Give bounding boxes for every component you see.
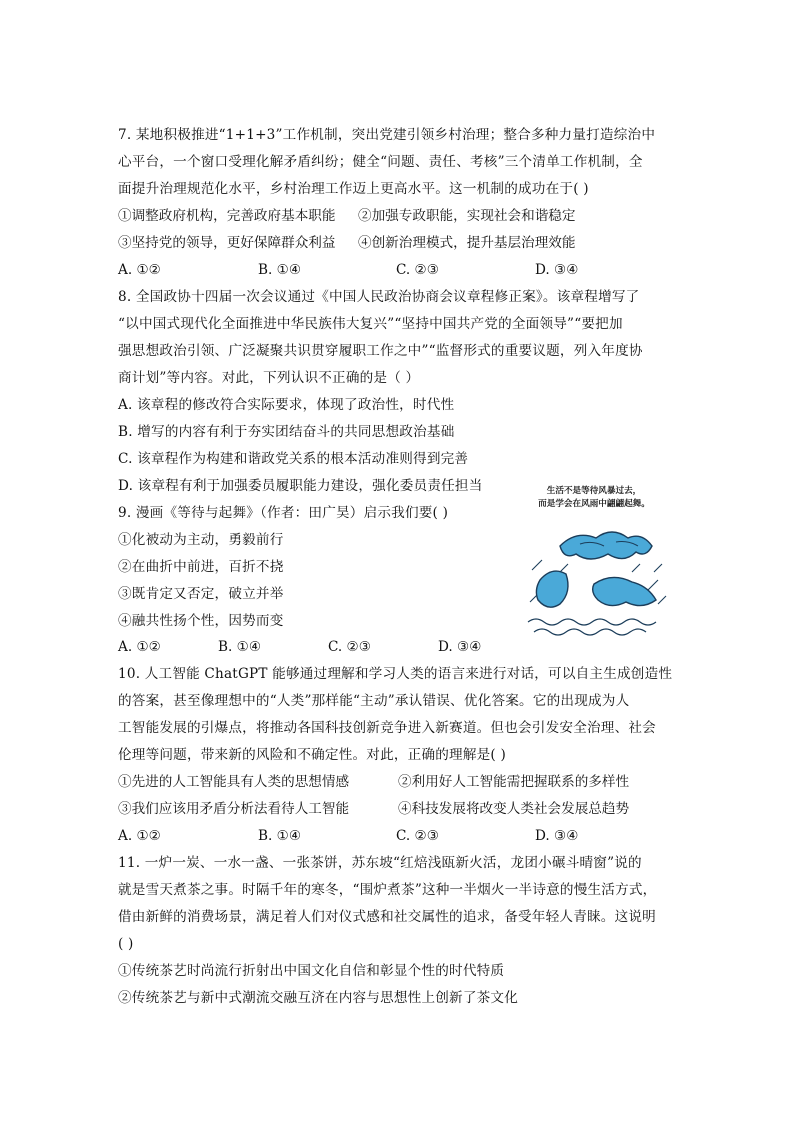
- q10-choice-d: D. ③④: [535, 828, 579, 844]
- q7-choice-c: C. ②③: [396, 262, 439, 278]
- q9-choice-a: A. ①②: [118, 639, 161, 655]
- q7-item: ①调整政府机构，完善政府基本职能: [118, 208, 336, 224]
- q9-item: ③既肯定又否定，破立并举: [118, 586, 284, 602]
- q9-stem: 9. 漫画《等待与起舞》（作者：田广昊）启示我们要( ): [118, 505, 449, 521]
- q8-choice-c: C. 该章程作为构建和谐政党关系的根本活动准则得到完善: [118, 451, 469, 467]
- q9-choice-d: D. ③④: [438, 639, 482, 655]
- q8-stem-line: 8. 全国政协十四届一次会议通过《中国人民政治协商会议章程修正案》。该章程增写了: [118, 289, 640, 305]
- cartoon-caption-line: 而是学会在风雨中翩翩起舞。: [538, 499, 650, 509]
- q10-choice-b: B. ①④: [258, 828, 302, 844]
- q7-stem-line: 7. 某地积极推进“1+1+3”工作机制，突出党建引领乡村治理；整合多种力量打造综治中: [118, 127, 656, 143]
- cartoon-image: [520, 480, 668, 640]
- cloud-shape: [560, 532, 652, 559]
- q8-choice-d: D. 该章程有利于加强委员履职能力建设，强化委员责任担当: [118, 478, 483, 494]
- cartoon-caption-line: 生活不是等待风暴过去，: [546, 486, 642, 496]
- q10-item: ④科技发展将改变人类社会发展总趋势: [398, 801, 630, 817]
- q7-item: ③坚持党的领导，更好保障群众利益: [118, 235, 336, 251]
- q10-item: ①先进的人工智能具有人类的思想情感: [118, 774, 350, 790]
- q10-stem-line: 工智能发展的引爆点，将推动各国科技创新竞争进入新赛道。但也会引发安全治理、社会: [118, 720, 656, 736]
- q10-stem-line: 伦理等问题，带来新的风险和不确定性。对此，正确的理解是( ): [118, 747, 506, 763]
- q7-item: ②加强专政职能，实现社会和谐稳定: [358, 208, 576, 224]
- q10-choice-a: A. ①②: [118, 828, 161, 844]
- q9-choice-b: B. ①④: [218, 639, 262, 655]
- q8-stem-line: “以中国式现代化全面推进中华民族伟大复兴”“坚持中国共产党的全面领导”“要把加: [118, 316, 623, 332]
- q9-item: ④融共性扬个性，因势而变: [118, 613, 284, 629]
- q10-item: ③我们应该用矛盾分析法看待人工智能: [118, 801, 350, 817]
- q7-choice-a: A. ①②: [118, 262, 161, 278]
- q8-stem-line: 强思想政治引领、广泛凝聚共识贯穿履职工作之中”“监督形式的重要议题，列入年度协: [118, 343, 643, 359]
- dancing-figure-left: [536, 571, 568, 607]
- q7-stem-line: 面提升治理规范化水平，乡村治理工作迈上更高水平。这一机制的成功在于( ): [118, 181, 589, 197]
- q8-stem-line: 商计划”等内容。对此，下列认识不正确的是（ ）: [118, 370, 420, 386]
- q9-choice-c: C. ②③: [328, 639, 371, 655]
- q11-stem-line: 就是雪天煮茶之事。时隔千年的寒冬，“围炉煮茶”这种一半烟火一半诗意的慢生活方式，: [118, 882, 657, 898]
- q10-item: ②利用好人工智能需把握联系的多样性: [398, 774, 630, 790]
- q11-stem-line: 11. 一炉一炭、一水一盏、一张茶饼，苏东坡“红焙浅瓯新火活，龙团小碾斗晴窗”说的: [118, 855, 642, 871]
- q11-stem-line: 借由新鲜的消费场景，满足着人们对仪式感和社交属性的追求，备受年轻人青睐。这说明: [118, 909, 656, 925]
- q10-stem-line: 10. 人工智能 ChatGPT 能够通过理解和学习人类的语言来进行对话，可以自主生成创造性: [118, 666, 673, 682]
- q7-choice-b: B. ①④: [258, 262, 302, 278]
- q11-item: ①传统茶艺时尚流行折射出中国文化自信和彰显个性的时代特质: [118, 963, 505, 979]
- q7-choice-d: D. ③④: [535, 262, 579, 278]
- q11-stem-line: ( ): [118, 936, 134, 952]
- q8-choice-b: B. 增写的内容有利于夯实团结奋斗的共同思想政治基础: [118, 424, 455, 440]
- dancing-figure-right: [593, 577, 656, 605]
- water-waves: [528, 619, 656, 635]
- q10-stem-line: 的答案，甚至像理想中的“人类”那样能“主动”承认错误、优化答案。它的出现成为人: [118, 693, 630, 709]
- q9-item: ①化被动为主动，勇毅前行: [118, 532, 284, 548]
- q10-choice-c: C. ②③: [396, 828, 439, 844]
- q8-choice-a: A. 该章程的修改符合实际要求，体现了政治性，时代性: [118, 397, 455, 413]
- q11-item: ②传统茶艺与新中式潮流交融互济在内容与思想性上创新了茶文化: [118, 990, 519, 1006]
- q7-item: ④创新治理模式，提升基层治理效能: [358, 235, 576, 251]
- q7-stem-line: 心平台，一个窗口受理化解矛盾纠纷；健全“问题、责任、考核”三个清单工作机制，全: [118, 154, 643, 170]
- q9-item: ②在曲折中前进，百折不挠: [118, 559, 284, 575]
